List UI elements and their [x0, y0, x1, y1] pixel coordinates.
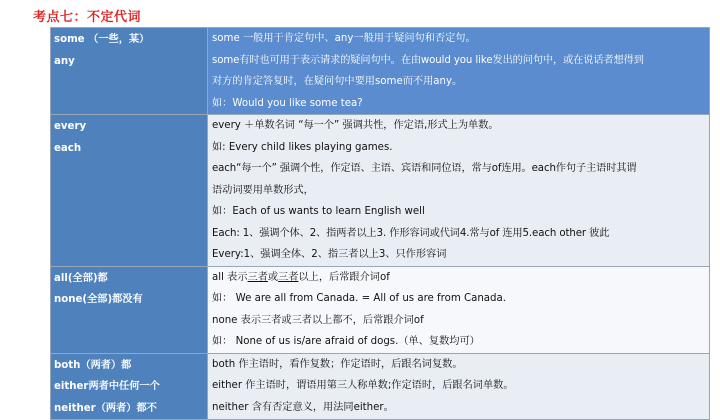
usage-cell	[208, 115, 710, 267]
usage-line: 如： We are all from Canada. = All of us are from Canada.	[212, 293, 507, 304]
term-label: either两者中任何一个	[54, 381, 160, 392]
table-row-some-any	[51, 28, 710, 115]
table-row-all-none	[51, 266, 710, 353]
term-label: both（两者）都	[54, 359, 132, 371]
usage-line: both 作主语时，看作复数；作定语时，后跟名词复数。	[212, 358, 463, 370]
usage-line: Every:1、强调全体、2、指三者以上3、只作形容词	[212, 249, 447, 260]
usage-line: none 表示三者或三者以上都不，后常跟介词of	[212, 314, 424, 326]
term-cell	[51, 353, 208, 420]
term-label: any	[54, 55, 75, 67]
usage-line: either 作主语时，谓语用第三人称单数;作定语时，后跟名词单数。	[212, 380, 514, 391]
usage-line: every ＋单数名词 “每一个” 强调共性，作定语,形式上为单数。	[212, 120, 499, 131]
usage-line	[212, 267, 706, 289]
table-row-every-each	[51, 115, 710, 267]
term-cell	[51, 28, 208, 115]
usage-line: some 一般用于肯定句中、any一般用于疑问句和否定句。	[212, 33, 476, 44]
usage-line: neither 含有否定意义，用法同either。	[212, 401, 394, 413]
usage-text: all 表示	[212, 271, 248, 283]
usage-cell	[208, 353, 710, 420]
usage-line: 语动词要用单数形式，	[212, 184, 314, 196]
usage-text: 或	[267, 271, 279, 283]
usage-cell	[208, 28, 710, 115]
usage-line: Each: 1、强调个体、2、指两者以上3. 作形容词或代词4.常与of 连用5.each other 彼此	[212, 227, 610, 239]
pronoun-table	[50, 27, 710, 420]
term-label: some （一些，某）	[54, 34, 150, 45]
term-label: all(全部)都	[54, 272, 108, 284]
table-row-both-either-neither	[51, 353, 710, 420]
term-label: neither（两者）都不	[54, 402, 157, 414]
usage-cell	[208, 266, 710, 353]
page-title: 考点七：不定代词	[33, 10, 142, 25]
underlined-text: 三者	[278, 271, 299, 283]
underlined-text: 三者	[247, 271, 268, 283]
usage-line: some有时也可用于表示请求的疑问句中。在由would you like发出的问句中，或在说话者想得到	[212, 54, 644, 66]
usage-line: 如：Would you like some tea?	[212, 97, 363, 109]
usage-line: each“每一个” 强调个性，作定语、主语、宾语和同位语，常与of连用。each作句子主语时其谓	[212, 163, 637, 174]
term-cell	[51, 115, 208, 267]
term-cell	[51, 266, 208, 353]
usage-line: 如：Each of us wants to learn English well	[212, 206, 425, 217]
term-label: every	[54, 121, 87, 132]
usage-text: 以上，后常跟介词of	[298, 271, 390, 283]
term-label: each	[54, 142, 82, 154]
usage-line: 对方的肯定答复时，在疑问句中要用some而不用any。	[212, 76, 463, 87]
usage-line: 如： None of us is/are afraid of dogs.（单、复数均可）	[212, 336, 480, 347]
term-label: none(全部)都没有	[54, 294, 143, 305]
usage-line: 如: Every child likes playing games.	[212, 141, 393, 153]
